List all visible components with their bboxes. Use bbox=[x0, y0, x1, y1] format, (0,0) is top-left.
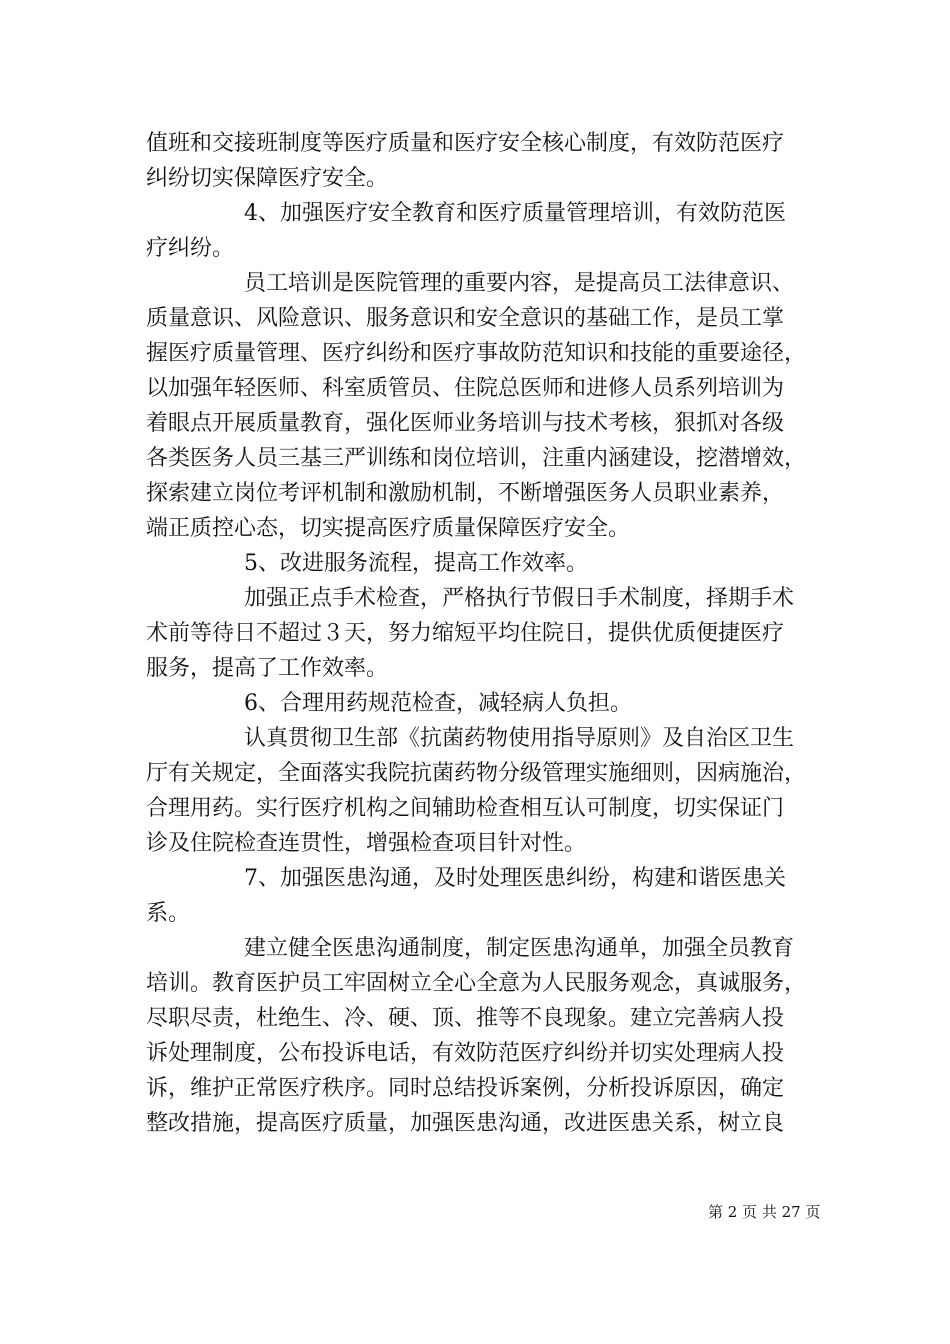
text-line: 质量意识、风险意识、服务意识和安全意识的基础工作，是员工掌 bbox=[146, 306, 785, 331]
text-line: 服务，提高了工作效率。 bbox=[146, 656, 389, 681]
text-line: 合理用药。实行医疗机构之间辅助检查相互认可制度，切实保证门 bbox=[146, 796, 785, 821]
text-line: 诉，维护正常医疗秩序。同时总结投诉案例，分析投诉原因，确定 bbox=[146, 1076, 785, 1101]
text-line: 整改措施，提高医疗质量，加强医患沟通，改进医患关系，树立良 bbox=[146, 1111, 785, 1136]
text-line: 端正质控心态，切实提高医疗质量保障医疗安全。 bbox=[146, 516, 631, 541]
heading-line: 5、改进服务流程，提高工作效率。 bbox=[244, 551, 588, 576]
text-line: 诉处理制度，公布投诉电话，有效防范医疗纠纷并切实处理病人投 bbox=[146, 1041, 785, 1066]
paragraph-start: 建立健全医患沟通制度，制定医患沟通单，加强全员教育 bbox=[244, 936, 795, 961]
text-line: 系。 bbox=[146, 901, 191, 926]
text-line: 以加强年轻医师、科室质管员、住院总医师和进修人员系列培训为 bbox=[146, 376, 785, 401]
text-line: 各类医务人员三基三严训练和岗位培训，注重内涵建设，挖潜增效， bbox=[146, 446, 807, 471]
heading-line: 6、合理用药规范检查，减轻病人负担。 bbox=[244, 691, 632, 716]
text-line: 诊及住院检查连贯性，增强检查项目针对性。 bbox=[146, 831, 587, 856]
text-line: 培训。教育医护员工牢固树立全心全意为人民服务观念，真诚服务， bbox=[146, 971, 807, 996]
heading-line: 7、加强医患沟通，及时处理医患纠纷，构建和谐医患关 bbox=[244, 866, 786, 891]
text-line: 尽职尽责，杜绝生、冷、硬、顶、推等不良现象。建立完善病人投 bbox=[146, 1006, 785, 1031]
paragraph-start: 员工培训是医院管理的重要内容，是提高员工法律意识、 bbox=[244, 271, 795, 296]
heading-line: 4、加强医疗安全教育和医疗质量管理培训，有效防范医 bbox=[244, 201, 786, 226]
text-line: 疗纠纷。 bbox=[146, 236, 235, 261]
text-line: 着眼点开展质量教育，强化医师业务培训与技术考核，狠抓对各级 bbox=[146, 411, 785, 436]
text-line: 纠纷切实保障医疗安全。 bbox=[146, 166, 389, 191]
text-line: 值班和交接班制度等医疗质量和医疗安全核心制度，有效防范医疗 bbox=[146, 131, 785, 156]
text-line: 握医疗质量管理、医疗纠纷和医疗事故防范知识和技能的重要途径， bbox=[146, 341, 807, 366]
text-line: 探索建立岗位考评机制和激励机制，不断增强医务人员职业素养， bbox=[146, 481, 785, 506]
paragraph-start: 认真贯彻卫生部《抗菌药物使用指导原则》及自治区卫生 bbox=[244, 726, 795, 751]
page-number: 第 2 页 共 27 页 bbox=[708, 1203, 821, 1221]
text-line: 术前等待日不超过３天，努力缩短平均住院日，提供优质便捷医疗 bbox=[146, 621, 785, 646]
paragraph-start: 加强正点手术检查，严格执行节假日手术制度，择期手术 bbox=[244, 586, 795, 611]
text-line: 厅有关规定，全面落实我院抗菌药物分级管理实施细则，因病施治， bbox=[146, 761, 807, 786]
